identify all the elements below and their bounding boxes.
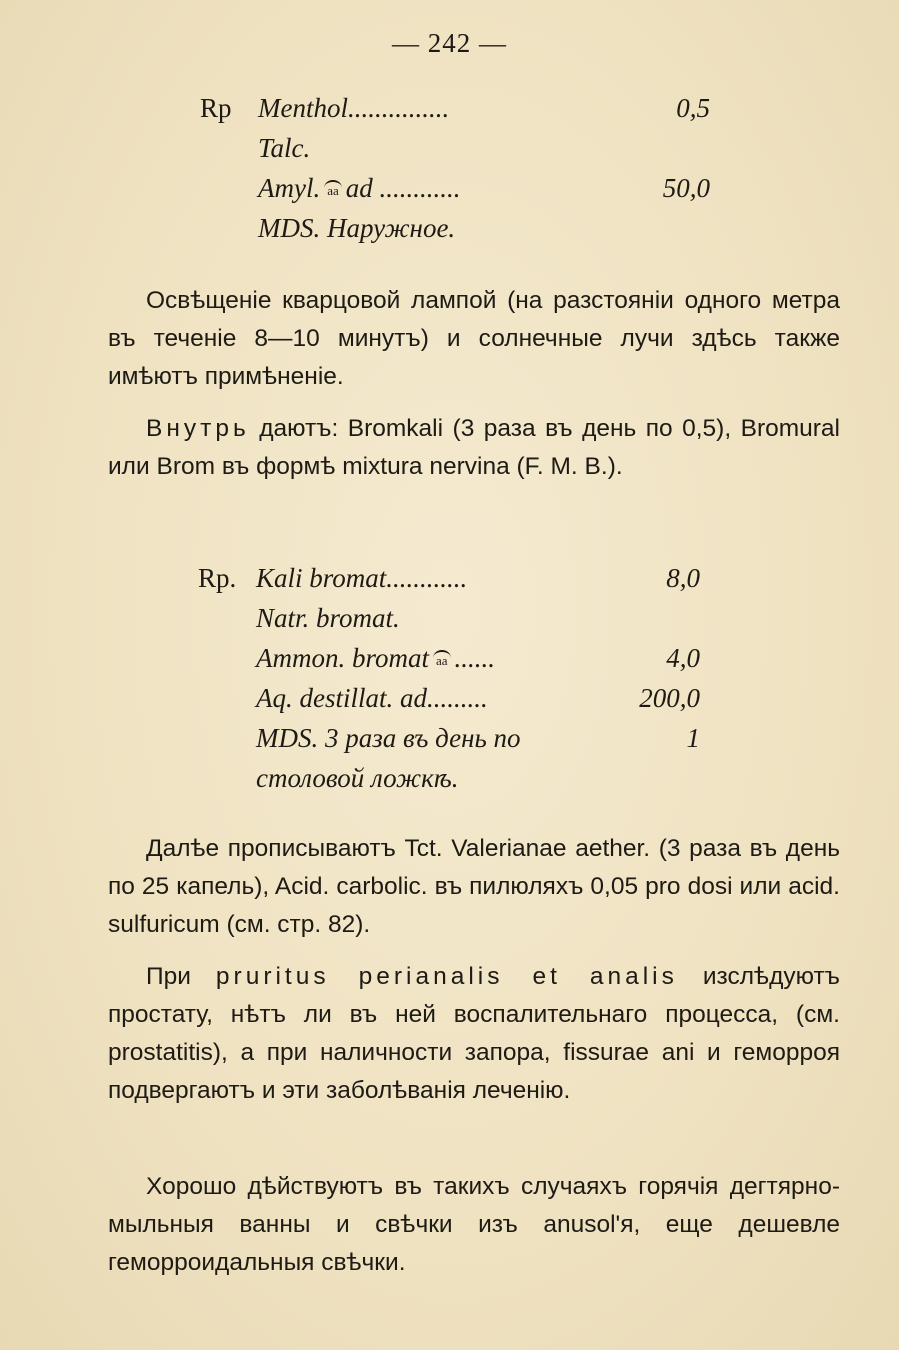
rx1-line-3 <box>200 168 720 208</box>
prescription-1 <box>200 88 720 248</box>
rx2-line-5 <box>198 718 718 758</box>
rx2-line-1 <box>198 558 718 598</box>
rx2-dose: 200,0 <box>639 683 700 713</box>
rx1-drug: Menthol............... <box>258 93 450 123</box>
rx1-dose: 0,5 <box>676 93 710 123</box>
rx2-dose: 4,0 <box>666 643 700 673</box>
rx1-line-4 <box>200 208 720 248</box>
ana-sign: aa <box>324 180 342 197</box>
rx1-line-1 <box>200 88 720 128</box>
rx2-dose: 8,0 <box>666 563 700 593</box>
rx2-rp: Rp. <box>198 563 237 593</box>
rx2-drug: Ammon. bromat aa ...... <box>256 643 496 673</box>
rx2-drug: Kali bromat............ <box>256 563 468 593</box>
rx1-drug: Amyl. aa ad ............ <box>258 173 461 203</box>
paragraph-quartz-lamp: Освѣщеніе кварцовой лампой (на разстояніи одного метра въ теченіе 8—10 минутъ) и солнечные лучи здѣсь также имѣютъ примѣненіе. <box>108 287 840 390</box>
paragraph-internal: Внутрь даютъ: Bromkali (3 раза въ день по 0,5), Bromural или Brom въ формѣ mixtura nervina (F. M. B.). <box>108 415 840 480</box>
page-number: — 242 — <box>392 28 507 58</box>
rx2-line-4 <box>198 678 718 718</box>
rx2-line-3 <box>198 638 718 678</box>
rx2-dose: 1 <box>686 723 700 753</box>
rx1-rp: Rp <box>200 93 232 123</box>
rx1-signature: MDS. Наружное. <box>258 213 456 243</box>
rx2-signature: MDS. 3 раза въ день по <box>256 723 521 753</box>
rx2-line-6 <box>198 758 718 798</box>
rx2-drug: Aq. destillat. ad......... <box>256 683 488 713</box>
rx1-dose: 50,0 <box>662 173 710 203</box>
rx2-drug: Natr. bromat. <box>256 603 400 633</box>
ana-sign: aa <box>433 650 451 667</box>
rx1-drug: Talc. <box>258 133 311 163</box>
paragraph-baths: Хорошо дѣйствуютъ въ такихъ случаяхъ горячія дегтярно-мыльныя ванны и свѣчки изъ anusol'я, еще дешевле геморроидальныя свѣчки. <box>108 1173 840 1276</box>
rx2-line-2 <box>198 598 718 638</box>
rx2-signature: столовой ложкѣ. <box>256 763 459 793</box>
rx1-line-2 <box>200 128 720 168</box>
paragraph-pruritus: При pruritus perianalis et analis изслѣдуютъ простату, нѣтъ ли въ ней воспалительнаго процесса, (см. prostatitis), а при наличности запора, fissurae ani и геморроя подвергаютъ и эти заболѣванія леченію. <box>108 963 840 1104</box>
prescription-2 <box>198 558 718 798</box>
paragraph-valerian: Далѣе прописываютъ Tct. Valerianae aether. (3 раза въ день по 25 капель), Acid. carbolic. въ пилюляхъ 0,05 pro dosi или acid. sulfuricum (см. стр. 82). <box>108 835 840 938</box>
